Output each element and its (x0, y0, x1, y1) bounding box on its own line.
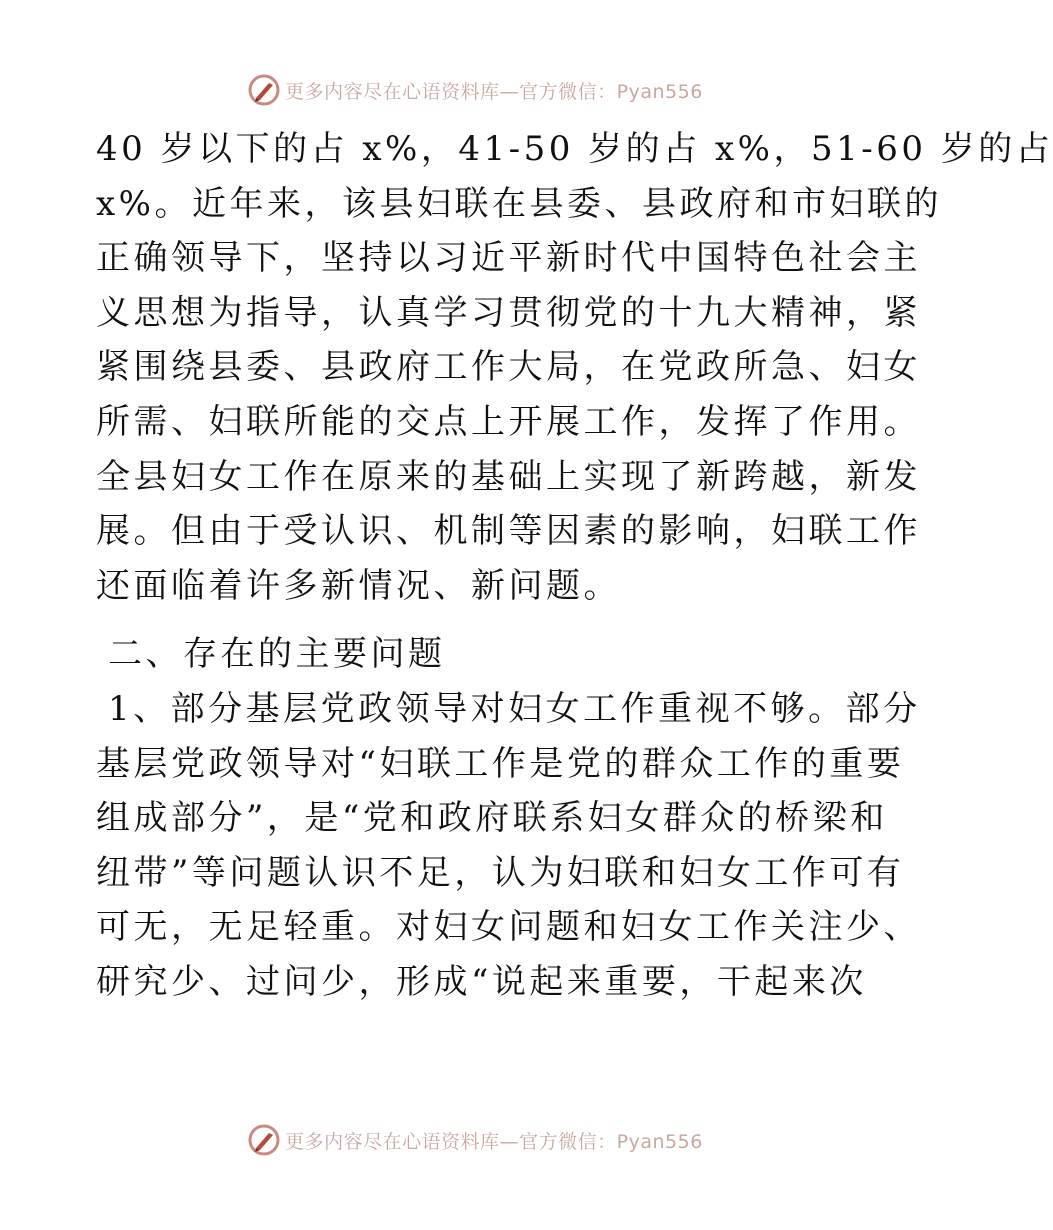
section-heading: 二、存在的主要问题 (108, 634, 446, 675)
text-line: 展。但由于受认识、机制等因素的影响，妇联工作 (96, 511, 921, 552)
text-line: 研究少、过问少，形成“说起来重要，干起来次 (96, 961, 867, 1002)
text-line: 紧围绕县委、县政府工作大局，在党政所急、妇女 (96, 347, 921, 388)
text-line: 40 岁以下的占 x%，41-50 岁的占 x%，51-60 岁的占 (96, 129, 1053, 169)
footer-watermark (0, 1120, 950, 1160)
watermark-text: 更多内容尽在心语资料库—官方微信：Pyan556 (285, 1130, 703, 1153)
text-line: x%。近年来，该县妇联在县委、县政府和市妇联的 (96, 183, 942, 224)
text-line: 正确领导下，坚持以习近平新时代中国特色社会主 (96, 238, 921, 279)
pen-in-circle-logo (247, 73, 281, 107)
pen-in-circle-logo (247, 1123, 281, 1157)
text-line: 纽带”等问题认识不足，认为妇联和妇女工作可有 (96, 852, 905, 893)
text-line: 全县妇女工作在原来的基础上实现了新跨越，新发 (96, 456, 921, 497)
text-line: 组成部分”，是“党和政府联系妇女群众的桥梁和 (96, 798, 888, 839)
text-line: 1、部分基层党政领导对妇女工作重视不够。部分 (108, 688, 921, 729)
text-line: 还面临着许多新情况、新问题。 (96, 565, 621, 606)
document-body (96, 122, 1053, 1010)
text-line: 所需、妇联所能的交点上开展工作，发挥了作用。 (96, 401, 921, 442)
header-watermark (0, 70, 950, 110)
watermark-text: 更多内容尽在心语资料库—官方微信：Pyan556 (285, 80, 703, 103)
paragraph-background (96, 122, 1053, 613)
paragraph-problem-1 (96, 682, 921, 1010)
text-line: 义思想为指导，认真学习贯彻党的十九大精神，紧 (96, 292, 921, 333)
text-line: 基层党政领导对“妇联工作是党的群众工作的重要 (96, 743, 905, 784)
text-line: 可无，无足轻重。对妇女问题和妇女工作关注少、 (96, 907, 921, 948)
